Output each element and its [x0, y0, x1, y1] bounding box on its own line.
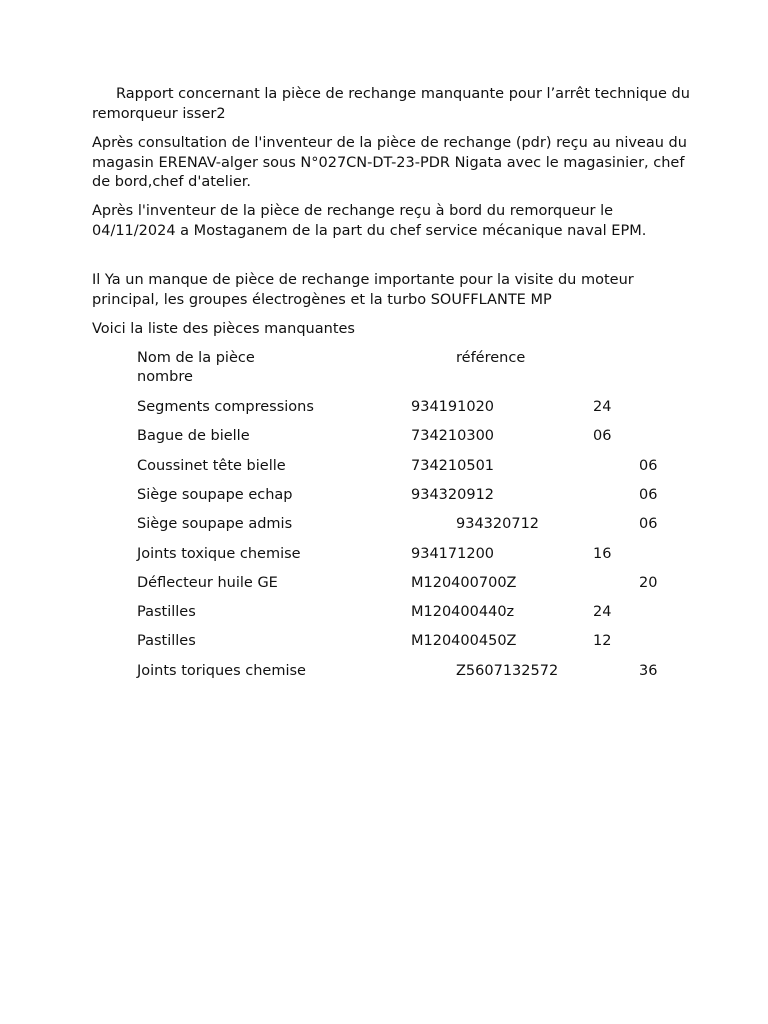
report-title: Rapport concernant la pièce de rechange manquante pour l’arrêt technique du remorqueur isser2: [92, 86, 690, 122]
table-row-count: 06: [593, 428, 612, 444]
table-row-name: Pastilles: [137, 633, 196, 649]
paragraph-inventory-onboard: Après l'inventeur de la pièce de rechange reçu à bord du remorqueur le 04/11/2024 a Mostaganem de la part du chef service mécanique naval EPM.: [92, 203, 647, 239]
table-row-reference: 734210300: [411, 428, 495, 444]
table-row-name: Segments compressions: [137, 399, 314, 415]
table-row-count: 16: [593, 546, 612, 562]
table-row-reference: Z5607132572: [456, 663, 559, 679]
table-row-name: Déflecteur huile GE: [137, 575, 278, 591]
table-row-name: Pastilles: [137, 604, 196, 620]
table-row-reference: 934320912: [411, 487, 495, 503]
table-row-count: 12: [593, 633, 612, 649]
table-row-count: 36: [639, 663, 658, 679]
table-row-name: Bague de bielle: [137, 428, 250, 444]
table-row-name: Joints toxique chemise: [137, 546, 301, 562]
table-row-reference: M120400440z: [411, 604, 515, 620]
table-header-count: nombre: [137, 369, 193, 385]
table-row-count: 06: [639, 516, 658, 532]
table-row-name: Joints toriques chemise: [137, 663, 306, 679]
table-row-reference: 734210501: [411, 458, 495, 474]
table-row-count: 06: [639, 487, 658, 503]
table-row-name: Coussinet tête bielle: [137, 458, 286, 474]
table-row-name: Siège soupape echap: [137, 487, 293, 503]
table-row-count: 20: [639, 575, 658, 591]
table-row-reference: M120400450Z: [411, 633, 517, 649]
table-row-name: Siège soupape admis: [137, 516, 293, 532]
paragraph-consultation: Après consultation de l'inventeur de la pièce de rechange (pdr) reçu au niveau du magasin ERENAV-alger sous N°027CN-DT-23-PDR Nigata avec le magasinier, chef de bord,chef d'atelier.: [92, 135, 687, 190]
paragraph-missing-parts: Il Ya un manque de pièce de rechange importante pour la visite du moteur principal, les groupes électrogènes et la turbo SOUFFLANTE MP: [92, 272, 634, 308]
list-intro: Voici la liste des pièces manquantes: [92, 321, 355, 337]
table-row-reference: 934320712: [456, 516, 540, 532]
table-row-reference: M120400700Z: [411, 575, 517, 591]
table-header-name: Nom de la pièce: [137, 350, 255, 366]
table-row-count: 24: [593, 604, 612, 620]
table-header-reference: référence: [456, 350, 526, 366]
table-row-reference: 934191020: [411, 399, 495, 415]
table-row-count: 06: [639, 458, 658, 474]
table-row-reference: 934171200: [411, 546, 495, 562]
table-row-count: 24: [593, 399, 612, 415]
